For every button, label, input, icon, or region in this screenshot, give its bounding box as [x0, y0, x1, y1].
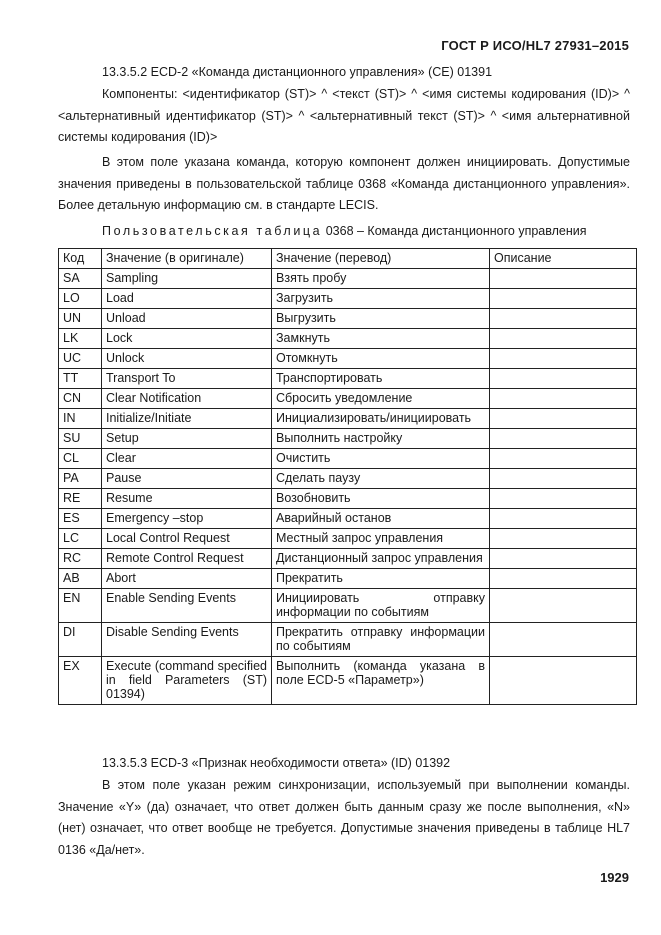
cell-translation: Прекратить: [272, 569, 490, 589]
table-row: [59, 349, 637, 369]
cell-translation: Выгрузить: [272, 309, 490, 329]
cell-original: Unlock: [102, 349, 272, 369]
cell-code: DI: [59, 623, 102, 657]
page-number: 1929: [600, 870, 629, 885]
cell-translation: Сделать паузу: [272, 469, 490, 489]
cell-description: [490, 449, 637, 469]
cell-original: Enable Sending Events: [102, 589, 272, 623]
cell-translation: Транспортировать: [272, 369, 490, 389]
cell-code: UC: [59, 349, 102, 369]
cell-code: EX: [59, 657, 102, 705]
cell-translation: Сбросить уведомление: [272, 389, 490, 409]
cell-original: Abort: [102, 569, 272, 589]
cell-original: Sampling: [102, 269, 272, 289]
cell-description: [490, 269, 637, 289]
cell-original: Clear: [102, 449, 272, 469]
cell-description: [490, 369, 637, 389]
cell-description: [490, 409, 637, 429]
cell-translation: Возобновить: [272, 489, 490, 509]
cell-code: LO: [59, 289, 102, 309]
table-row: [59, 549, 637, 569]
cell-translation: Очистить: [272, 449, 490, 469]
response-flag-paragraph: В этом поле указан режим синхронизации, используемый при выполнении команды. Значение «Y» (да) означает, что ответ должен быть данным сразу же после выполнения, «N» (нет) означает, что ответ вообще не требуется. Допустимые значения приведены в таблице HL7 0136 «Да/нет».: [58, 778, 630, 857]
table-row: [59, 389, 637, 409]
cell-translation: Отомкнуть: [272, 349, 490, 369]
cell-description: [490, 289, 637, 309]
table-row: [59, 429, 637, 449]
section-heading-ecd3: 13.3.5.3 ECD-3 «Признак необходимости ответа» (ID) 01392: [102, 756, 451, 770]
table-row: [59, 449, 637, 469]
cell-code: CL: [59, 449, 102, 469]
cell-code: AB: [59, 569, 102, 589]
cell-original: Resume: [102, 489, 272, 509]
cell-code: LK: [59, 329, 102, 349]
table-row: [59, 489, 637, 509]
cell-description: [490, 657, 637, 705]
cell-code: SA: [59, 269, 102, 289]
cell-code: RE: [59, 489, 102, 509]
components-paragraph: Компоненты: <идентификатор (ST)> ^ <текст (ST)> ^ <имя системы кодирования (ID)> ^ <альтернативный идентификатор (ST)> ^ <альтернативный текст (ST)> ^ <имя альтернативной системы кодирования (ID)>: [58, 87, 630, 144]
document-code-header: ГОСТ Р ИСО/HL7 27931–2015: [441, 38, 629, 53]
remote-control-command-table: [58, 248, 637, 705]
header-translation: Значение (перевод): [272, 249, 490, 269]
table-row: [59, 509, 637, 529]
cell-original: Load: [102, 289, 272, 309]
cell-description: [490, 469, 637, 489]
table-row: [59, 657, 637, 705]
table-row: [59, 369, 637, 389]
cell-translation: Загрузить: [272, 289, 490, 309]
cell-original: Unload: [102, 309, 272, 329]
table-caption-title: 0368 – Команда дистанционного управления: [322, 224, 587, 238]
cell-original: Clear Notification: [102, 389, 272, 409]
cell-description: [490, 589, 637, 623]
cell-description: [490, 569, 637, 589]
description-paragraph: В этом поле указана команда, которую компонент должен инициировать. Допустимые значения приведены в пользовательской таблице 0368 «Команда дистанционного управления». Более детальную информацию см. в стандарте LECIS.: [58, 155, 630, 212]
cell-original: Setup: [102, 429, 272, 449]
table-row: [59, 529, 637, 549]
cell-description: [490, 329, 637, 349]
cell-translation: Выполнить (команда указана в поле ECD-5 «Параметр»): [272, 657, 490, 705]
cell-code: SU: [59, 429, 102, 449]
table-caption-label: Пользовательская таблица: [102, 224, 323, 238]
cell-code: UN: [59, 309, 102, 329]
cell-original: Initialize/Initiate: [102, 409, 272, 429]
header-code: Код: [59, 249, 102, 269]
cell-code: PA: [59, 469, 102, 489]
cell-description: [490, 429, 637, 449]
cell-translation: Инициировать отправку информации по событиям: [272, 589, 490, 623]
cell-original: Remote Control Request: [102, 549, 272, 569]
cell-original: Lock: [102, 329, 272, 349]
cell-original: Local Control Request: [102, 529, 272, 549]
cell-code: IN: [59, 409, 102, 429]
cell-code: EN: [59, 589, 102, 623]
table-row: [59, 329, 637, 349]
cell-description: [490, 623, 637, 657]
table-row: [59, 623, 637, 657]
cell-code: TT: [59, 369, 102, 389]
table-caption: [102, 221, 630, 242]
cell-translation: Инициализировать/инициировать: [272, 409, 490, 429]
header-original: Значение (в оригинале): [102, 249, 272, 269]
cell-translation: Дистанционный запрос управления: [272, 549, 490, 569]
cell-description: [490, 489, 637, 509]
cell-code: RC: [59, 549, 102, 569]
cell-original: Emergency –stop: [102, 509, 272, 529]
cell-description: [490, 389, 637, 409]
cell-translation: Местный запрос управления: [272, 529, 490, 549]
cell-description: [490, 349, 637, 369]
cell-description: [490, 509, 637, 529]
cell-original: Disable Sending Events: [102, 623, 272, 657]
table-header-row: [59, 249, 637, 269]
table-row: [59, 409, 637, 429]
cell-translation: Замкнуть: [272, 329, 490, 349]
table-row: [59, 589, 637, 623]
cell-translation: Прекратить отправку информации по событиям: [272, 623, 490, 657]
table-row: [59, 469, 637, 489]
table-row: [59, 569, 637, 589]
cell-original: Execute (command specified in field Parameters (ST) 01394): [102, 657, 272, 705]
cell-translation: Аварийный останов: [272, 509, 490, 529]
cell-description: [490, 529, 637, 549]
section-heading-ecd2: 13.3.5.2 ECD-2 «Команда дистанционного управления» (CE) 01391: [102, 65, 493, 79]
cell-translation: Выполнить настройку: [272, 429, 490, 449]
cell-description: [490, 309, 637, 329]
cell-code: CN: [59, 389, 102, 409]
cell-original: Pause: [102, 469, 272, 489]
cell-translation: Взять пробу: [272, 269, 490, 289]
cell-description: [490, 549, 637, 569]
cell-code: LC: [59, 529, 102, 549]
table-row: [59, 289, 637, 309]
table-row: [59, 309, 637, 329]
cell-code: ES: [59, 509, 102, 529]
table-row: [59, 269, 637, 289]
header-description: Описание: [490, 249, 637, 269]
cell-original: Transport To: [102, 369, 272, 389]
